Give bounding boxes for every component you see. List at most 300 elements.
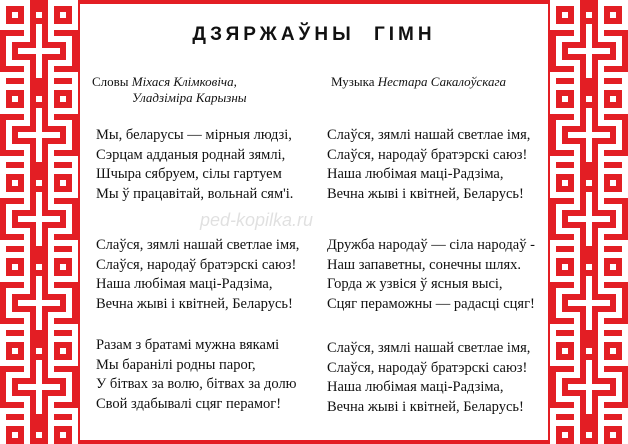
ornament-cell	[604, 0, 610, 6]
ornament-cell	[24, 426, 30, 432]
ornament-cell	[598, 240, 604, 246]
ornament-cell	[550, 246, 556, 252]
ornament-cell	[24, 438, 30, 444]
ornament-cell	[54, 300, 60, 306]
ornament-cell	[586, 138, 592, 144]
ornament-cell	[54, 228, 60, 234]
ornament-cell	[18, 48, 24, 54]
ornament-cell	[574, 6, 580, 12]
ornament-cell	[622, 432, 628, 438]
ornament-cell	[30, 384, 36, 390]
ornament-cell	[574, 246, 580, 252]
ornament-cell	[622, 192, 628, 198]
ornament-cell	[0, 180, 6, 186]
ornament-cell	[36, 396, 42, 402]
ornament-cell	[550, 84, 556, 90]
ornament-cell	[598, 90, 604, 96]
ornament-cell	[66, 396, 72, 402]
ornament-cell	[574, 180, 580, 186]
ornament-cell	[622, 330, 628, 336]
verse-line: Шчыра сябруем, сілы гартуем	[96, 166, 282, 182]
ornament-cell	[586, 300, 592, 306]
ornament-cell	[556, 228, 562, 234]
ornament-cell	[562, 420, 568, 426]
ornament-cell	[568, 72, 574, 78]
ornament-cell	[48, 258, 54, 264]
ornament-cell	[54, 312, 60, 318]
ornament-cell	[48, 120, 54, 126]
ornament-cell	[48, 312, 54, 318]
ornament-cell	[48, 228, 54, 234]
ornament-cell	[54, 60, 60, 66]
ornament-cell	[622, 0, 628, 6]
verse-line: Слаўся, зямлі нашай светлае імя,	[96, 237, 300, 253]
ornament-cell	[622, 162, 628, 168]
ornament-cell	[586, 348, 592, 354]
ornament-cell	[550, 264, 556, 270]
ornament-cell	[586, 24, 592, 30]
ornament-cell	[54, 276, 60, 282]
ornament-cell	[60, 312, 66, 318]
ornament-cell	[586, 390, 592, 396]
ornament-cell	[6, 360, 12, 366]
ornament-cell	[12, 432, 18, 438]
ornament-cell	[72, 6, 78, 12]
ornament-cell	[550, 90, 556, 96]
ornament-cell	[72, 192, 78, 198]
ornament-cell	[586, 48, 592, 54]
ornament-cell	[550, 12, 556, 18]
ornament-cell	[604, 312, 610, 318]
ornament-cell	[6, 210, 12, 216]
ornament-cell	[6, 288, 12, 294]
ornament-cell	[54, 384, 60, 390]
ornament-cell	[0, 168, 6, 174]
ornament-cell	[550, 108, 556, 114]
ornament-cell	[72, 102, 78, 108]
ornament-cell	[60, 336, 66, 342]
ornament-cell	[36, 120, 42, 126]
ornament-cell	[0, 270, 6, 276]
ornament-cell	[550, 0, 556, 6]
ornament-cell	[616, 84, 622, 90]
watermark: ped-kopilka.ru	[200, 210, 314, 230]
ornament-cell	[598, 252, 604, 258]
ornament-cell	[6, 60, 12, 66]
ornament-cell	[604, 84, 610, 90]
ornament-cell	[598, 132, 604, 138]
ornament-cell	[24, 120, 30, 126]
ornament-cell	[72, 414, 78, 420]
ornament-cell	[580, 216, 586, 222]
ornament-cell	[610, 336, 616, 342]
ornament-cell	[12, 36, 18, 42]
ornament-cell	[6, 372, 12, 378]
ornament-cell	[550, 18, 556, 24]
ornament-cell	[18, 216, 24, 222]
ornament-cell	[72, 156, 78, 162]
ornament-cell	[598, 60, 604, 66]
ornament-cell	[622, 78, 628, 84]
ornament-cell	[574, 438, 580, 444]
ornament-cell	[18, 360, 24, 366]
ornament-cell	[604, 228, 610, 234]
ornament-cell	[598, 264, 604, 270]
ornament-cell	[610, 108, 616, 114]
ornament-cell	[0, 252, 6, 258]
ornament-cell	[622, 342, 628, 348]
ornament-cell	[598, 426, 604, 432]
ornament-cell	[12, 324, 18, 330]
ornament-cell	[72, 72, 78, 78]
ornament-cell	[574, 18, 580, 24]
ornament-cell	[622, 426, 628, 432]
ornament-cell	[574, 120, 580, 126]
ornament-cell	[18, 336, 24, 342]
ornament-cell	[556, 24, 562, 30]
ornament-cell	[48, 414, 54, 420]
ornament-cell	[598, 282, 604, 288]
ornament-cell	[54, 396, 60, 402]
ornament-cell	[598, 414, 604, 420]
ornament-cell	[556, 222, 562, 228]
ornament-cell	[48, 0, 54, 6]
ornament-cell	[580, 132, 586, 138]
ornament-cell	[604, 324, 610, 330]
ornament-cell	[24, 66, 30, 72]
ornament-cell	[72, 96, 78, 102]
ornament-cell	[574, 342, 580, 348]
ornament-cell	[616, 408, 622, 414]
ornament-cell	[24, 288, 30, 294]
ornament-cell	[586, 114, 592, 120]
ornament-cell	[0, 420, 6, 426]
ornament-cell	[24, 234, 30, 240]
ornament-cell	[54, 420, 60, 426]
ornament-cell	[66, 54, 72, 60]
ornament-cell	[72, 258, 78, 264]
ornament-cell	[66, 120, 72, 126]
ornament-cell	[24, 342, 30, 348]
ornament-cell	[72, 336, 78, 342]
ornament-cell	[6, 378, 12, 384]
anthem-sheet	[80, 4, 548, 440]
ornament-cell	[30, 300, 36, 306]
ornament-cell	[568, 144, 574, 150]
ornament-cell	[48, 438, 54, 444]
ornament-cell	[24, 276, 30, 282]
ornament-cell	[574, 240, 580, 246]
ornament-cell	[598, 276, 604, 282]
ornament-cell	[36, 12, 42, 18]
ornament-cell	[66, 390, 72, 396]
ornament-cell	[604, 240, 610, 246]
ornament-cell	[6, 54, 12, 60]
ornament-cell	[72, 408, 78, 414]
ornament-cell	[616, 222, 622, 228]
ornament-cell	[36, 156, 42, 162]
ornament-cell	[36, 180, 42, 186]
ornament-cell	[610, 408, 616, 414]
ornament-cell	[616, 108, 622, 114]
verse-line: Вечна жыві і квітней, Беларусь!	[327, 185, 524, 202]
ornament-cell	[574, 432, 580, 438]
ornament-cell	[12, 348, 18, 354]
ornament-cell	[556, 204, 562, 210]
ornament-cell	[18, 300, 24, 306]
ornament-cell	[18, 288, 24, 294]
ornament-cell	[12, 12, 18, 18]
ornament-cell	[48, 60, 54, 66]
verse-line: Наш запаветны, сонечны шлях.	[327, 256, 522, 273]
ornament-cell	[48, 372, 54, 378]
ornament-cell	[66, 360, 72, 366]
ornament-cell	[610, 192, 616, 198]
verse-line: Сэрцам адданыя роднай зямлі,	[96, 146, 286, 163]
ornament-cell	[574, 384, 580, 390]
ornament-cell	[598, 30, 604, 36]
verse-line: У бітвах за волю, бітвах за долю	[96, 376, 297, 392]
ornament-cell	[36, 306, 42, 312]
ornament-cell	[556, 276, 562, 282]
ornament-cell	[24, 300, 30, 306]
ornament-cell	[66, 300, 72, 306]
ornament-cell	[48, 78, 54, 84]
ornament-cell	[556, 252, 562, 258]
ornament-cell	[586, 120, 592, 126]
ornament-cell	[18, 84, 24, 90]
ornament-cell	[60, 84, 66, 90]
ornament-cell	[72, 12, 78, 18]
ornament-cell	[24, 12, 30, 18]
ornament-cell	[574, 144, 580, 150]
ornament-cell	[610, 324, 616, 330]
ornament-cell	[54, 240, 60, 246]
ornament-cell	[54, 72, 60, 78]
ornament-cell	[550, 156, 556, 162]
ornament-cell	[12, 264, 18, 270]
ornament-cell	[72, 162, 78, 168]
ornament-cell	[550, 258, 556, 264]
ornament-cell	[48, 360, 54, 366]
ornament-cell	[616, 210, 622, 216]
ornament-cell	[24, 336, 30, 342]
ornament-cell	[0, 276, 6, 282]
ornament-cell	[616, 192, 622, 198]
ornament-cell	[24, 408, 30, 414]
ornament-cell	[24, 252, 30, 258]
ornament-cell	[598, 336, 604, 342]
ornament-cell	[60, 156, 66, 162]
left-ornament-border	[0, 0, 78, 444]
ornament-cell	[24, 312, 30, 318]
ornament-cell	[24, 48, 30, 54]
ornament-cell	[586, 42, 592, 48]
ornament-cell	[574, 12, 580, 18]
ornament-cell	[48, 84, 54, 90]
ornament-cell	[54, 168, 60, 174]
ornament-cell	[610, 24, 616, 30]
ornament-cell	[66, 276, 72, 282]
ornament-cell	[66, 168, 72, 174]
ornament-cell	[598, 24, 604, 30]
ornament-cell	[0, 12, 6, 18]
ornament-cell	[568, 216, 574, 222]
ornament-cell	[0, 336, 6, 342]
ornament-cell	[562, 276, 568, 282]
ornament-cell	[556, 210, 562, 216]
ornament-cell	[72, 246, 78, 252]
ornament-cell	[24, 174, 30, 180]
ornament-cell	[6, 240, 12, 246]
verse-line: Дружба народаў — сіла народаў -	[327, 237, 535, 253]
ornament-cell	[24, 168, 30, 174]
ornament-cell	[610, 348, 616, 354]
ornament-cell	[18, 204, 24, 210]
ornament-cell	[18, 192, 24, 198]
ornament-cell	[60, 276, 66, 282]
ornament-cell	[574, 402, 580, 408]
ornament-cell	[616, 276, 622, 282]
ornament-cell	[598, 420, 604, 426]
ornament-cell	[568, 276, 574, 282]
ornament-cell	[586, 324, 592, 330]
ornament-cell	[616, 0, 622, 6]
ornament-cell	[562, 156, 568, 162]
ornament-cell	[72, 276, 78, 282]
ornament-cell	[574, 288, 580, 294]
ornament-cell	[24, 270, 30, 276]
ornament-cell	[562, 60, 568, 66]
ornament-cell	[0, 348, 6, 354]
ornament-cell	[556, 408, 562, 414]
verse-line: Слаўся, народаў братэрскі саюз!	[96, 256, 297, 273]
ornament-cell	[72, 420, 78, 426]
ornament-cell	[604, 408, 610, 414]
ornament-cell	[66, 306, 72, 312]
ornament-cell	[72, 90, 78, 96]
ornament-cell	[72, 342, 78, 348]
ornament-cell	[550, 102, 556, 108]
ornament-cell	[604, 72, 610, 78]
ornament-cell	[574, 66, 580, 72]
ornament-cell	[12, 168, 18, 174]
ornament-cell	[574, 30, 580, 36]
ornament-cell	[556, 324, 562, 330]
ornament-cell	[574, 78, 580, 84]
ornament-cell	[66, 240, 72, 246]
ornament-cell	[60, 108, 66, 114]
ornament-cell	[574, 114, 580, 120]
ornament-cell	[66, 36, 72, 42]
ornament-cell	[592, 216, 598, 222]
ornament-cell	[36, 384, 42, 390]
ornament-cell	[568, 60, 574, 66]
ornament-cell	[556, 138, 562, 144]
ornament-cell	[604, 24, 610, 30]
ornament-cell	[72, 180, 78, 186]
ornament-cell	[72, 84, 78, 90]
ornament-cell	[60, 72, 66, 78]
ornament-cell	[66, 108, 72, 114]
ornament-cell	[48, 30, 54, 36]
ornament-cell	[586, 288, 592, 294]
ornament-cell	[24, 24, 30, 30]
ornament-cell	[0, 342, 6, 348]
ornament-cell	[18, 324, 24, 330]
ornament-cell	[574, 372, 580, 378]
ornament-cell	[54, 252, 60, 258]
ornament-cell	[598, 120, 604, 126]
ornament-cell	[6, 144, 12, 150]
ornament-cell	[568, 372, 574, 378]
verse-line: Слаўся, зямлі нашай светлае імя,	[327, 340, 531, 356]
ornament-cell	[556, 108, 562, 114]
ornament-cell	[48, 354, 54, 360]
ornament-cell	[562, 84, 568, 90]
ornament-cell	[54, 288, 60, 294]
ornament-cell	[556, 72, 562, 78]
ornament-cell	[550, 72, 556, 78]
ornament-cell	[54, 204, 60, 210]
ornament-cell	[0, 246, 6, 252]
ornament-cell	[574, 324, 580, 330]
ornament-cell	[48, 186, 54, 192]
ornament-cell	[0, 174, 6, 180]
ornament-cell	[66, 192, 72, 198]
ornament-cell	[574, 174, 580, 180]
ornament-cell	[24, 186, 30, 192]
ornament-cell	[6, 294, 12, 300]
verse-line: Слаўся, народаў братэрскі саюз!	[327, 146, 528, 163]
ornament-cell	[622, 336, 628, 342]
ornament-cell	[598, 150, 604, 156]
ornament-cell	[586, 366, 592, 372]
ornament-cell	[580, 300, 586, 306]
ornament-cell	[18, 384, 24, 390]
ornament-cell	[72, 174, 78, 180]
ornament-cell	[592, 132, 598, 138]
ornament-cell	[42, 132, 48, 138]
ornament-cell	[48, 402, 54, 408]
verse-line: Слаўся, зямлі нашай светлае імя,	[327, 127, 531, 143]
ornament-cell	[598, 228, 604, 234]
ornament-cell	[36, 264, 42, 270]
ornament-cell	[66, 222, 72, 228]
ornament-cell	[24, 258, 30, 264]
ornament-cell	[60, 348, 66, 354]
ornament-cell	[0, 360, 6, 366]
ornament-cell	[6, 108, 12, 114]
ornament-cell	[586, 372, 592, 378]
ornament-cell	[72, 330, 78, 336]
ornament-cell	[60, 228, 66, 234]
ornament-cell	[54, 336, 60, 342]
ornament-cell	[6, 300, 12, 306]
ornament-cell	[568, 240, 574, 246]
ornament-cell	[598, 372, 604, 378]
ornament-cell	[36, 222, 42, 228]
ornament-cell	[66, 144, 72, 150]
ornament-cell	[0, 330, 6, 336]
ornament-cell	[556, 240, 562, 246]
ornament-cell	[616, 390, 622, 396]
ornament-cell	[48, 246, 54, 252]
ornament-cell	[562, 144, 568, 150]
ornament-cell	[604, 60, 610, 66]
ornament-cell	[36, 300, 42, 306]
ornament-cell	[622, 408, 628, 414]
